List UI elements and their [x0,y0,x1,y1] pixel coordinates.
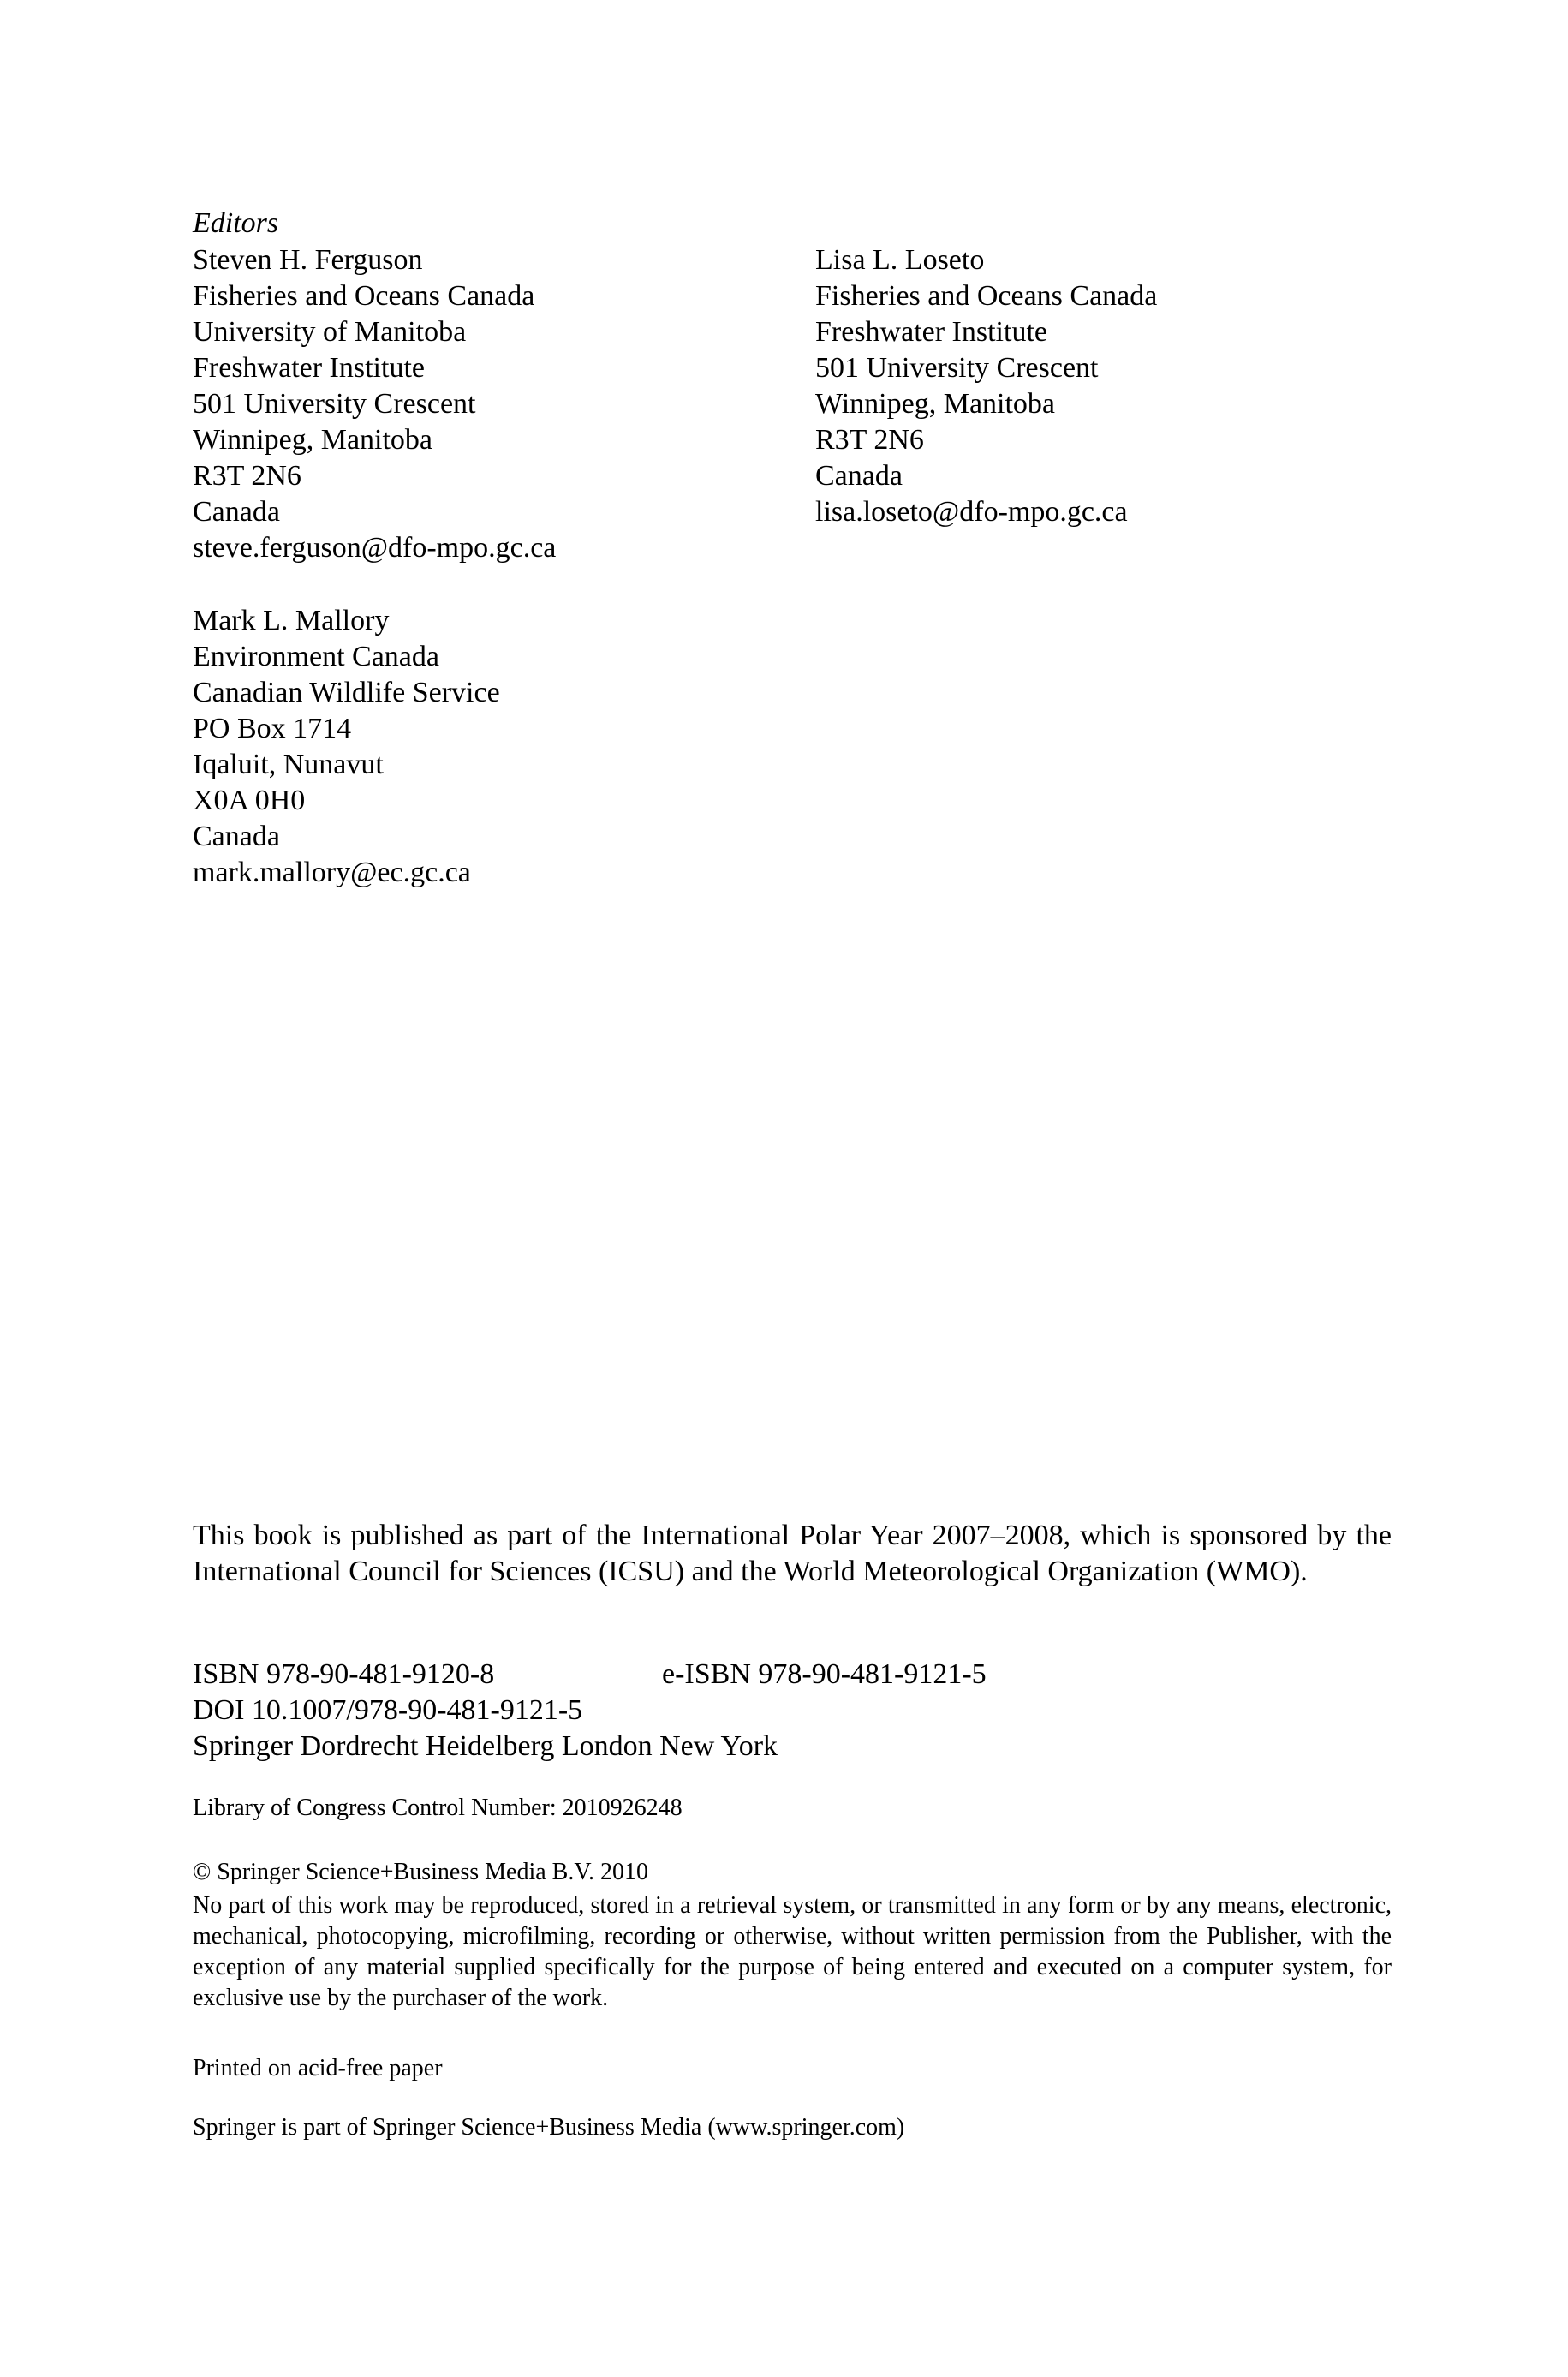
isbn-block [193,1657,1392,1765]
paper-note: Printed on acid-free paper [193,2055,443,2081]
rights-statement: No part of this work may be reproduced, stored in a retrieval system, or transmitted in any form or by any means, electronic, mechanical, photocopying, microfilming, recording or otherwise, without written permission from the Publisher, with the exception of any material supplied specifically for the purpose of being entered and executed on a computer system, for exclusive use by the purchaser of the work. [193,1892,1392,2011]
isbn: ISBN 978-90-481-9120-8 [193,1658,495,1690]
editor-name: Lisa L. Loseto [815,244,985,276]
editor-email: steve.ferguson@dfo-mpo.gc.ca [193,532,557,564]
loc-control-number: Library of Congress Control Number: 2010926248 [193,1795,683,1821]
editor-city: Winnipeg, Manitoba [815,388,1056,420]
eisbn: e-ISBN 978-90-481-9121-5 [662,1658,987,1690]
editors-heading: Editors [193,207,279,239]
editor-affiliation: Fisheries and Oceans Canada [815,280,1158,312]
springer-note: Springer is part of Springer Science+Business Media (www.springer.com) [193,2114,905,2141]
editor-name: Mark L. Mallory [193,605,390,636]
doi: DOI 10.1007/978-90-481-9121-5 [193,1694,583,1726]
editor-country: Canada [815,460,903,492]
editor-city: Winnipeg, Manitoba [193,424,433,456]
editor-street: 501 University Crescent [815,352,1099,384]
editor-email: mark.mallory@ec.gc.ca [193,857,471,888]
editor-postal-code: R3T 2N6 [815,424,924,456]
editor-email: lisa.loseto@dfo-mpo.gc.ca [815,496,1128,528]
isbn-row [193,1657,1392,1693]
editor-affiliation: Canadian Wildlife Service [193,677,500,708]
editor-country: Canada [193,821,280,852]
editor-postal-code: X0A 0H0 [193,785,306,816]
editor-postal-code: R3T 2N6 [193,460,301,492]
editor-street: 501 University Crescent [193,388,476,420]
editor-po-box: PO Box 1714 [193,713,352,744]
editor-name: Steven H. Ferguson [193,244,423,276]
copyright-notice: © Springer Science+Business Media B.V. 2010 [193,1859,648,1885]
editor-address-ferguson [193,242,556,566]
ipy-statement: This book is published as part of the International Polar Year 2007–2008, which is sponsored by the International Council for Sciences (ICSU) and the World Meteorological Organization (WMO). [193,1520,1392,1587]
editor-city: Iqaluit, Nunavut [193,749,384,780]
editor-address-loseto [815,242,1157,530]
editor-affiliation: Fisheries and Oceans Canada [193,280,535,312]
editor-affiliation: Freshwater Institute [193,352,425,384]
editor-address-mallory [193,603,500,891]
editor-affiliation: Environment Canada [193,641,439,672]
editor-affiliation: Freshwater Institute [815,316,1047,348]
editor-affiliation: University of Manitoba [193,316,467,348]
editor-country: Canada [193,496,280,528]
publisher-locations: Springer Dordrecht Heidelberg London New York [193,1730,778,1762]
